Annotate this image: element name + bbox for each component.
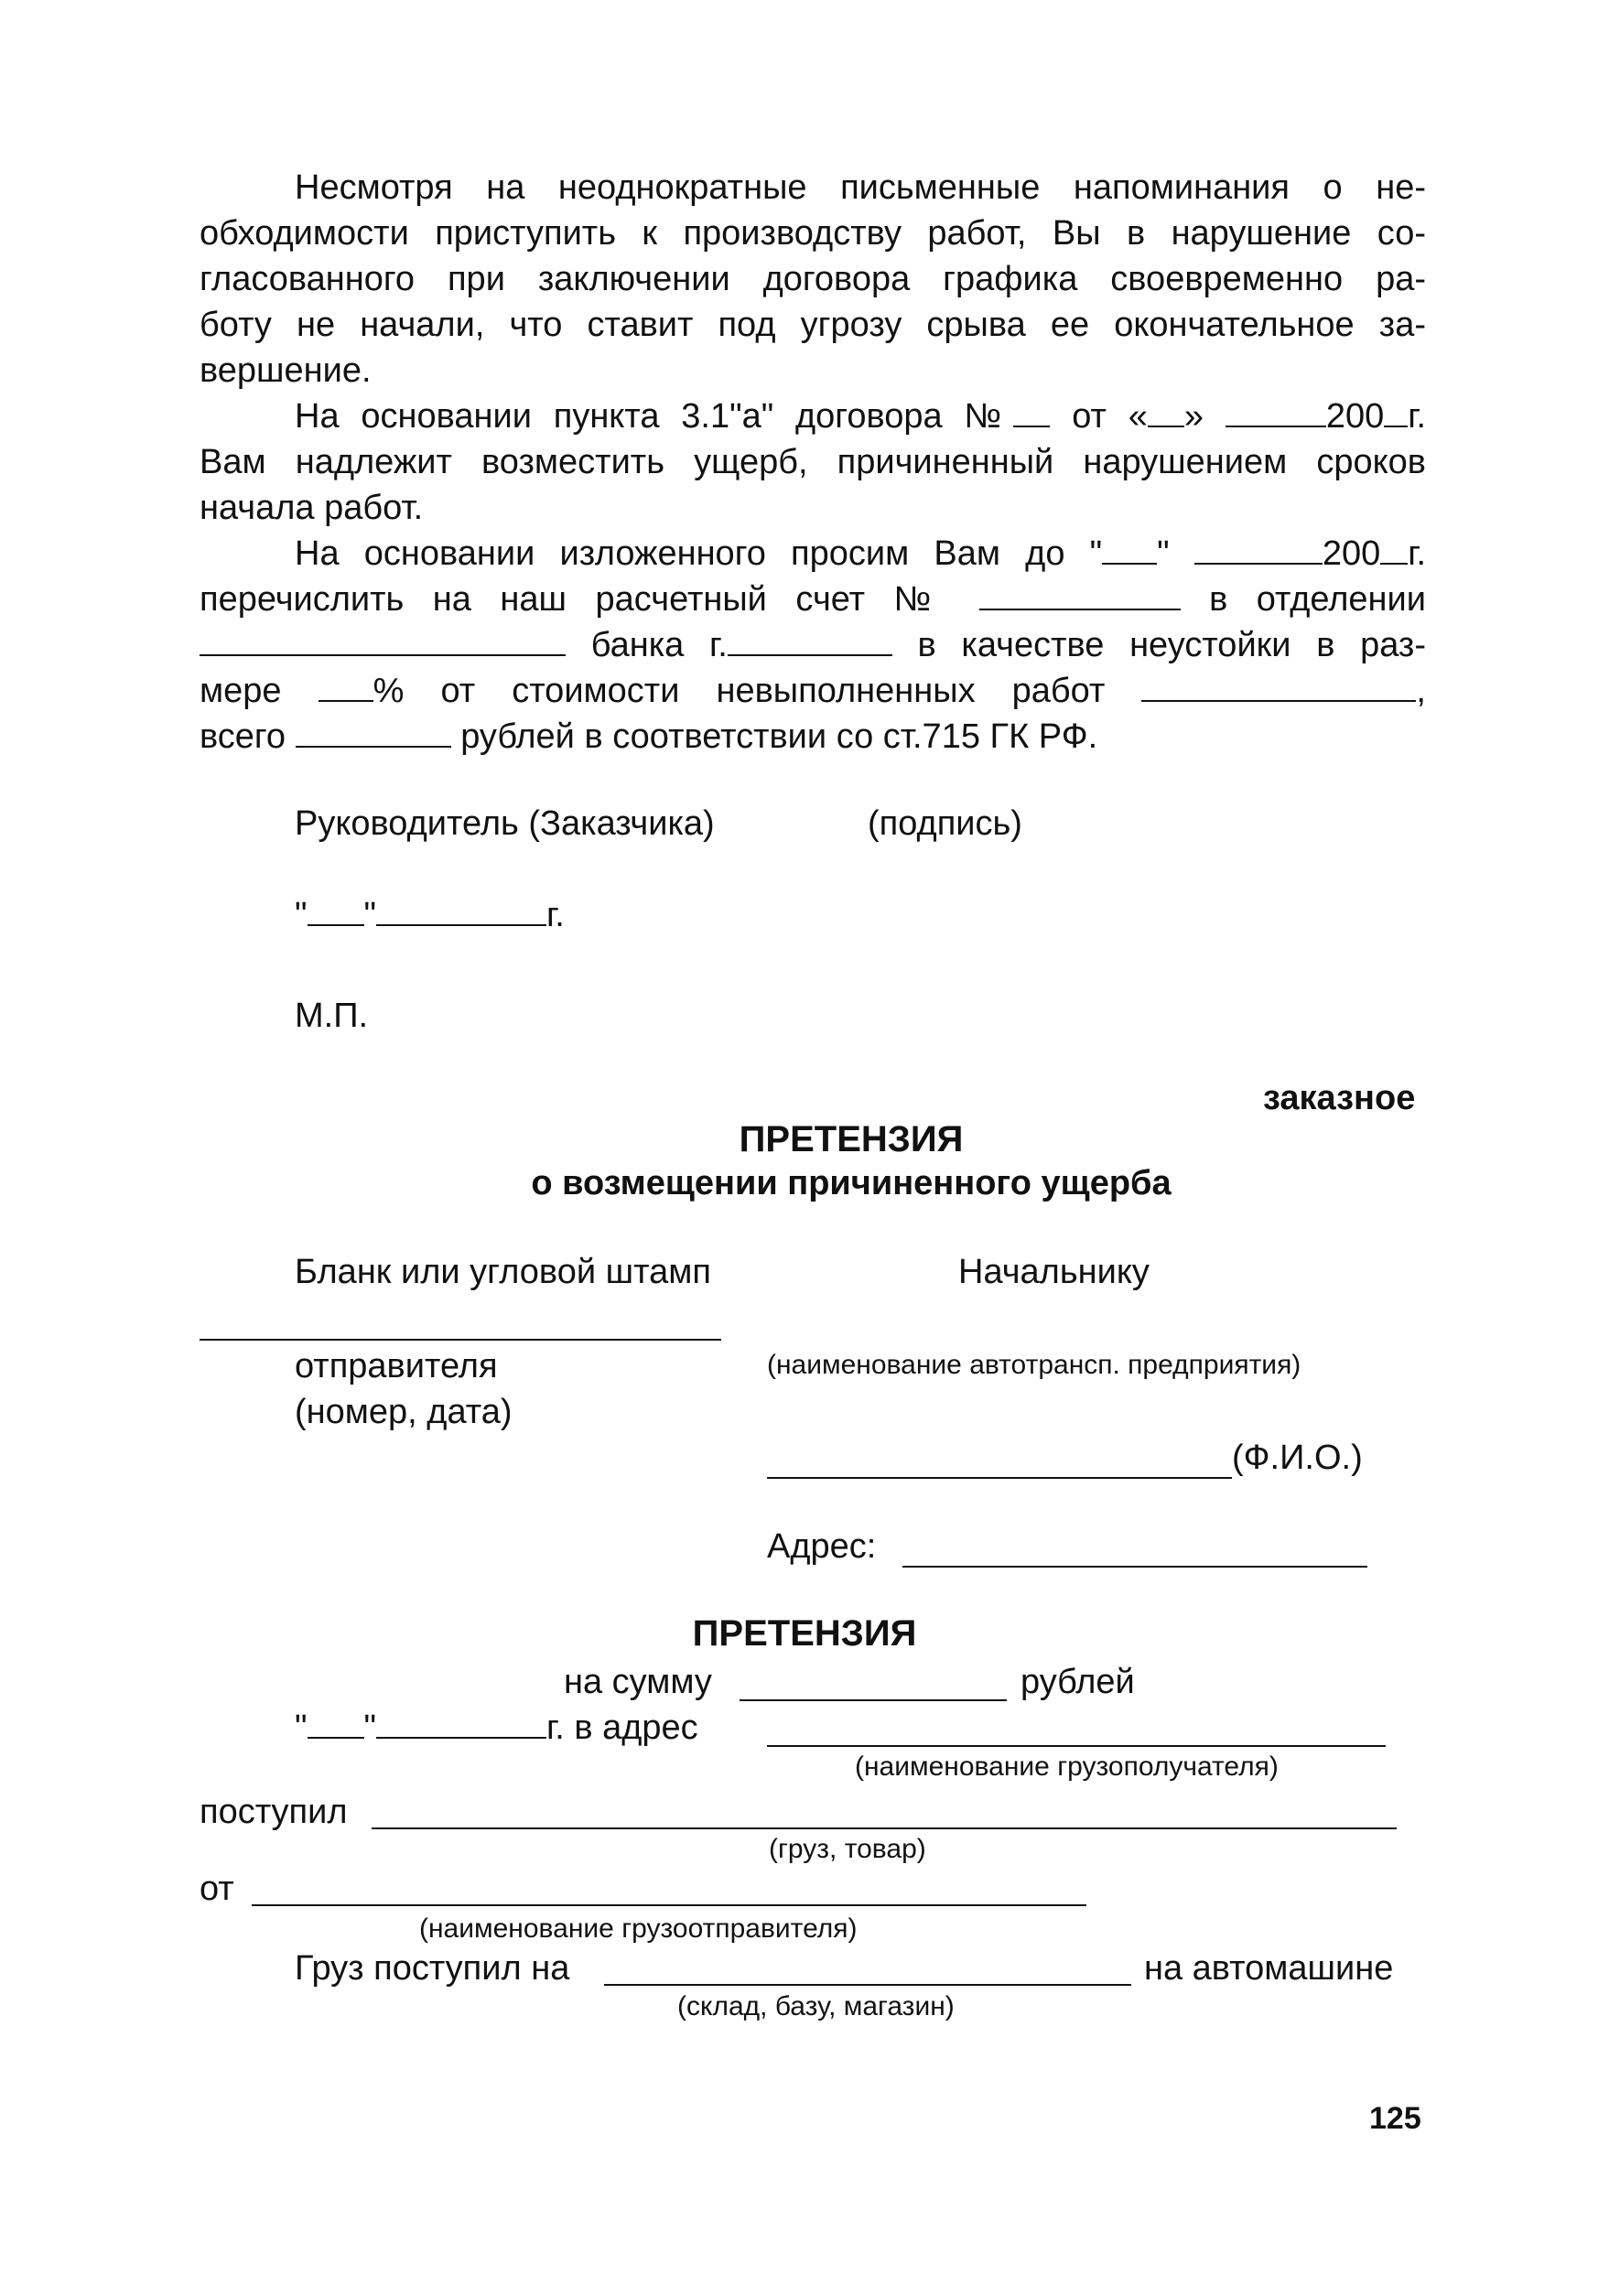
percent-text: % от стоимости невыполненных работ bbox=[373, 672, 1106, 710]
comma-text: , bbox=[1416, 672, 1426, 710]
consignee-date-line bbox=[295, 1705, 698, 1751]
addr-quote-open: " bbox=[295, 1709, 308, 1747]
deadline-year-blank[interactable] bbox=[1380, 532, 1408, 565]
cargo-line[interactable] bbox=[372, 1827, 1397, 1829]
paragraph-1-line-4: боту не начали, что ставит под угрозу срыва ее окончательное за- bbox=[200, 306, 1426, 344]
claim-title-2: ПРЕТЕНЗИЯ bbox=[692, 1613, 917, 1654]
addr-quote-close: " bbox=[363, 1709, 376, 1747]
page-number: 125 bbox=[1369, 2101, 1421, 2136]
contract-day-blank[interactable] bbox=[1148, 394, 1184, 427]
paragraph-3-line-5 bbox=[200, 714, 1426, 760]
paragraph-1-line-5: вершение. bbox=[200, 351, 372, 390]
date-quote-open: " bbox=[295, 896, 308, 934]
vehicle-text: на автомашине bbox=[1144, 1949, 1394, 1988]
signature-hint: (подпись) bbox=[868, 804, 1022, 843]
signature-day-blank[interactable] bbox=[308, 893, 364, 926]
branch-text: в отделении bbox=[1209, 580, 1426, 619]
warehouse-line[interactable] bbox=[604, 1984, 1131, 1986]
paragraph-3-line-2 bbox=[200, 577, 1426, 622]
consignee-day-blank[interactable] bbox=[308, 1706, 364, 1739]
total-text: всего bbox=[200, 717, 286, 756]
contract-year-suffix: г. bbox=[1408, 397, 1426, 436]
deadline-year-suffix: г. bbox=[1408, 534, 1426, 573]
contract-year-blank[interactable] bbox=[1384, 394, 1408, 427]
paragraph-1-line-1: Несмотря на неоднократные письменные напоминания о не- bbox=[295, 168, 1426, 207]
deadline-day-blank[interactable] bbox=[1102, 532, 1157, 565]
paragraph-3-line-1 bbox=[295, 531, 1426, 577]
date-year-suffix: г. bbox=[546, 896, 565, 934]
penalty-text: в качестве неустойки в раз- bbox=[917, 626, 1427, 664]
penalty-percent-blank[interactable] bbox=[319, 669, 373, 702]
claim-rubles-text: рублей bbox=[1020, 1663, 1135, 1701]
contract-number-blank[interactable] bbox=[1013, 394, 1050, 427]
total-amount-blank[interactable] bbox=[296, 715, 451, 748]
unfinished-works-blank[interactable] bbox=[1141, 669, 1416, 702]
deadline-year-prefix: 200 bbox=[1322, 534, 1381, 573]
signature-label: Руководитель (Заказчика) bbox=[295, 804, 715, 843]
letterhead-label: Бланк или угловой штамп bbox=[295, 1253, 711, 1291]
transfer-text: перечислить на наш расчетный счет № bbox=[200, 580, 951, 619]
contract-date-from: от « bbox=[1072, 397, 1148, 436]
fio-line[interactable] bbox=[767, 1477, 1232, 1479]
consignee-hint: (наименование грузополучателя) bbox=[855, 1752, 1279, 1782]
claim-sum-text: на сумму bbox=[564, 1663, 712, 1701]
contract-clause-text: На основании пункта 3.1"а" договора № bbox=[295, 397, 1014, 436]
cargo-arrived-text: Груз поступил на bbox=[295, 1949, 570, 1988]
contract-date-close: » bbox=[1183, 397, 1204, 436]
deadline-text: На основании изложенного просим Вам до " bbox=[295, 534, 1103, 573]
organization-hint: (наименование автотрансп. предприятия) bbox=[767, 1350, 1301, 1380]
deadline-quote: " bbox=[1157, 534, 1170, 573]
paragraph-2-line-2: Вам надлежит возместить ущерб, причиненный нарушением сроков bbox=[200, 443, 1426, 481]
amount-size-text: мере bbox=[200, 672, 282, 710]
claim-title: ПРЕТЕНЗИЯ bbox=[739, 1119, 964, 1159]
bank-city-text: банка г. bbox=[590, 626, 728, 664]
contract-year-prefix: 200 bbox=[1325, 397, 1385, 436]
addressee-label: Начальнику bbox=[958, 1253, 1150, 1291]
bank-city-blank[interactable] bbox=[728, 623, 892, 656]
consignee-month-blank[interactable] bbox=[376, 1706, 546, 1739]
signature-date-line bbox=[295, 892, 565, 938]
legal-basis-text: рублей в соответствии со ст.715 ГК РФ. bbox=[460, 717, 1098, 756]
claim-subtitle: о возмещении причиненного ущерба bbox=[531, 1164, 1172, 1202]
consignee-address-label: г. в адрес bbox=[546, 1709, 698, 1747]
from-label: от bbox=[200, 1870, 234, 1908]
date-quote-close: " bbox=[363, 896, 376, 934]
consignee-line[interactable] bbox=[767, 1745, 1386, 1747]
registered-mail-label: заказное bbox=[1263, 1079, 1416, 1117]
shipper-hint: (наименование грузоотправителя) bbox=[419, 1913, 858, 1944]
sender-stamp-line[interactable] bbox=[200, 1339, 721, 1341]
bank-branch-blank[interactable] bbox=[200, 623, 566, 656]
address-line[interactable] bbox=[902, 1566, 1367, 1568]
fio-label: (Ф.И.О.) bbox=[1232, 1439, 1363, 1477]
paragraph-1-line-3: гласованного при заключении договора графика своевременно ра- bbox=[200, 260, 1426, 298]
shipper-line[interactable] bbox=[252, 1904, 1086, 1906]
paragraph-2-line-1 bbox=[295, 393, 1426, 439]
warehouse-hint: (склад, базу, магазин) bbox=[677, 1991, 955, 2021]
contract-month-blank[interactable] bbox=[1226, 394, 1326, 427]
stamp-label: М.П. bbox=[295, 997, 369, 1035]
sender-label: отправителя bbox=[295, 1347, 498, 1385]
deadline-month-blank[interactable] bbox=[1194, 532, 1323, 565]
sender-number-date-label: (номер, дата) bbox=[295, 1393, 513, 1431]
arrived-label: поступил bbox=[200, 1793, 348, 1831]
paragraph-3-line-4 bbox=[200, 668, 1426, 714]
paragraph-3-line-3 bbox=[200, 622, 1426, 668]
paragraph-2-line-3: начала работ. bbox=[200, 489, 424, 527]
signature-month-blank[interactable] bbox=[376, 893, 546, 926]
cargo-hint: (груз, товар) bbox=[769, 1834, 926, 1864]
paragraph-1-line-2: обходимости приступить к производству работ, Вы в нарушение со- bbox=[200, 214, 1426, 253]
account-number-blank[interactable] bbox=[979, 577, 1181, 610]
address-label: Адрес: bbox=[767, 1527, 877, 1566]
claim-sum-line[interactable] bbox=[740, 1699, 1007, 1701]
